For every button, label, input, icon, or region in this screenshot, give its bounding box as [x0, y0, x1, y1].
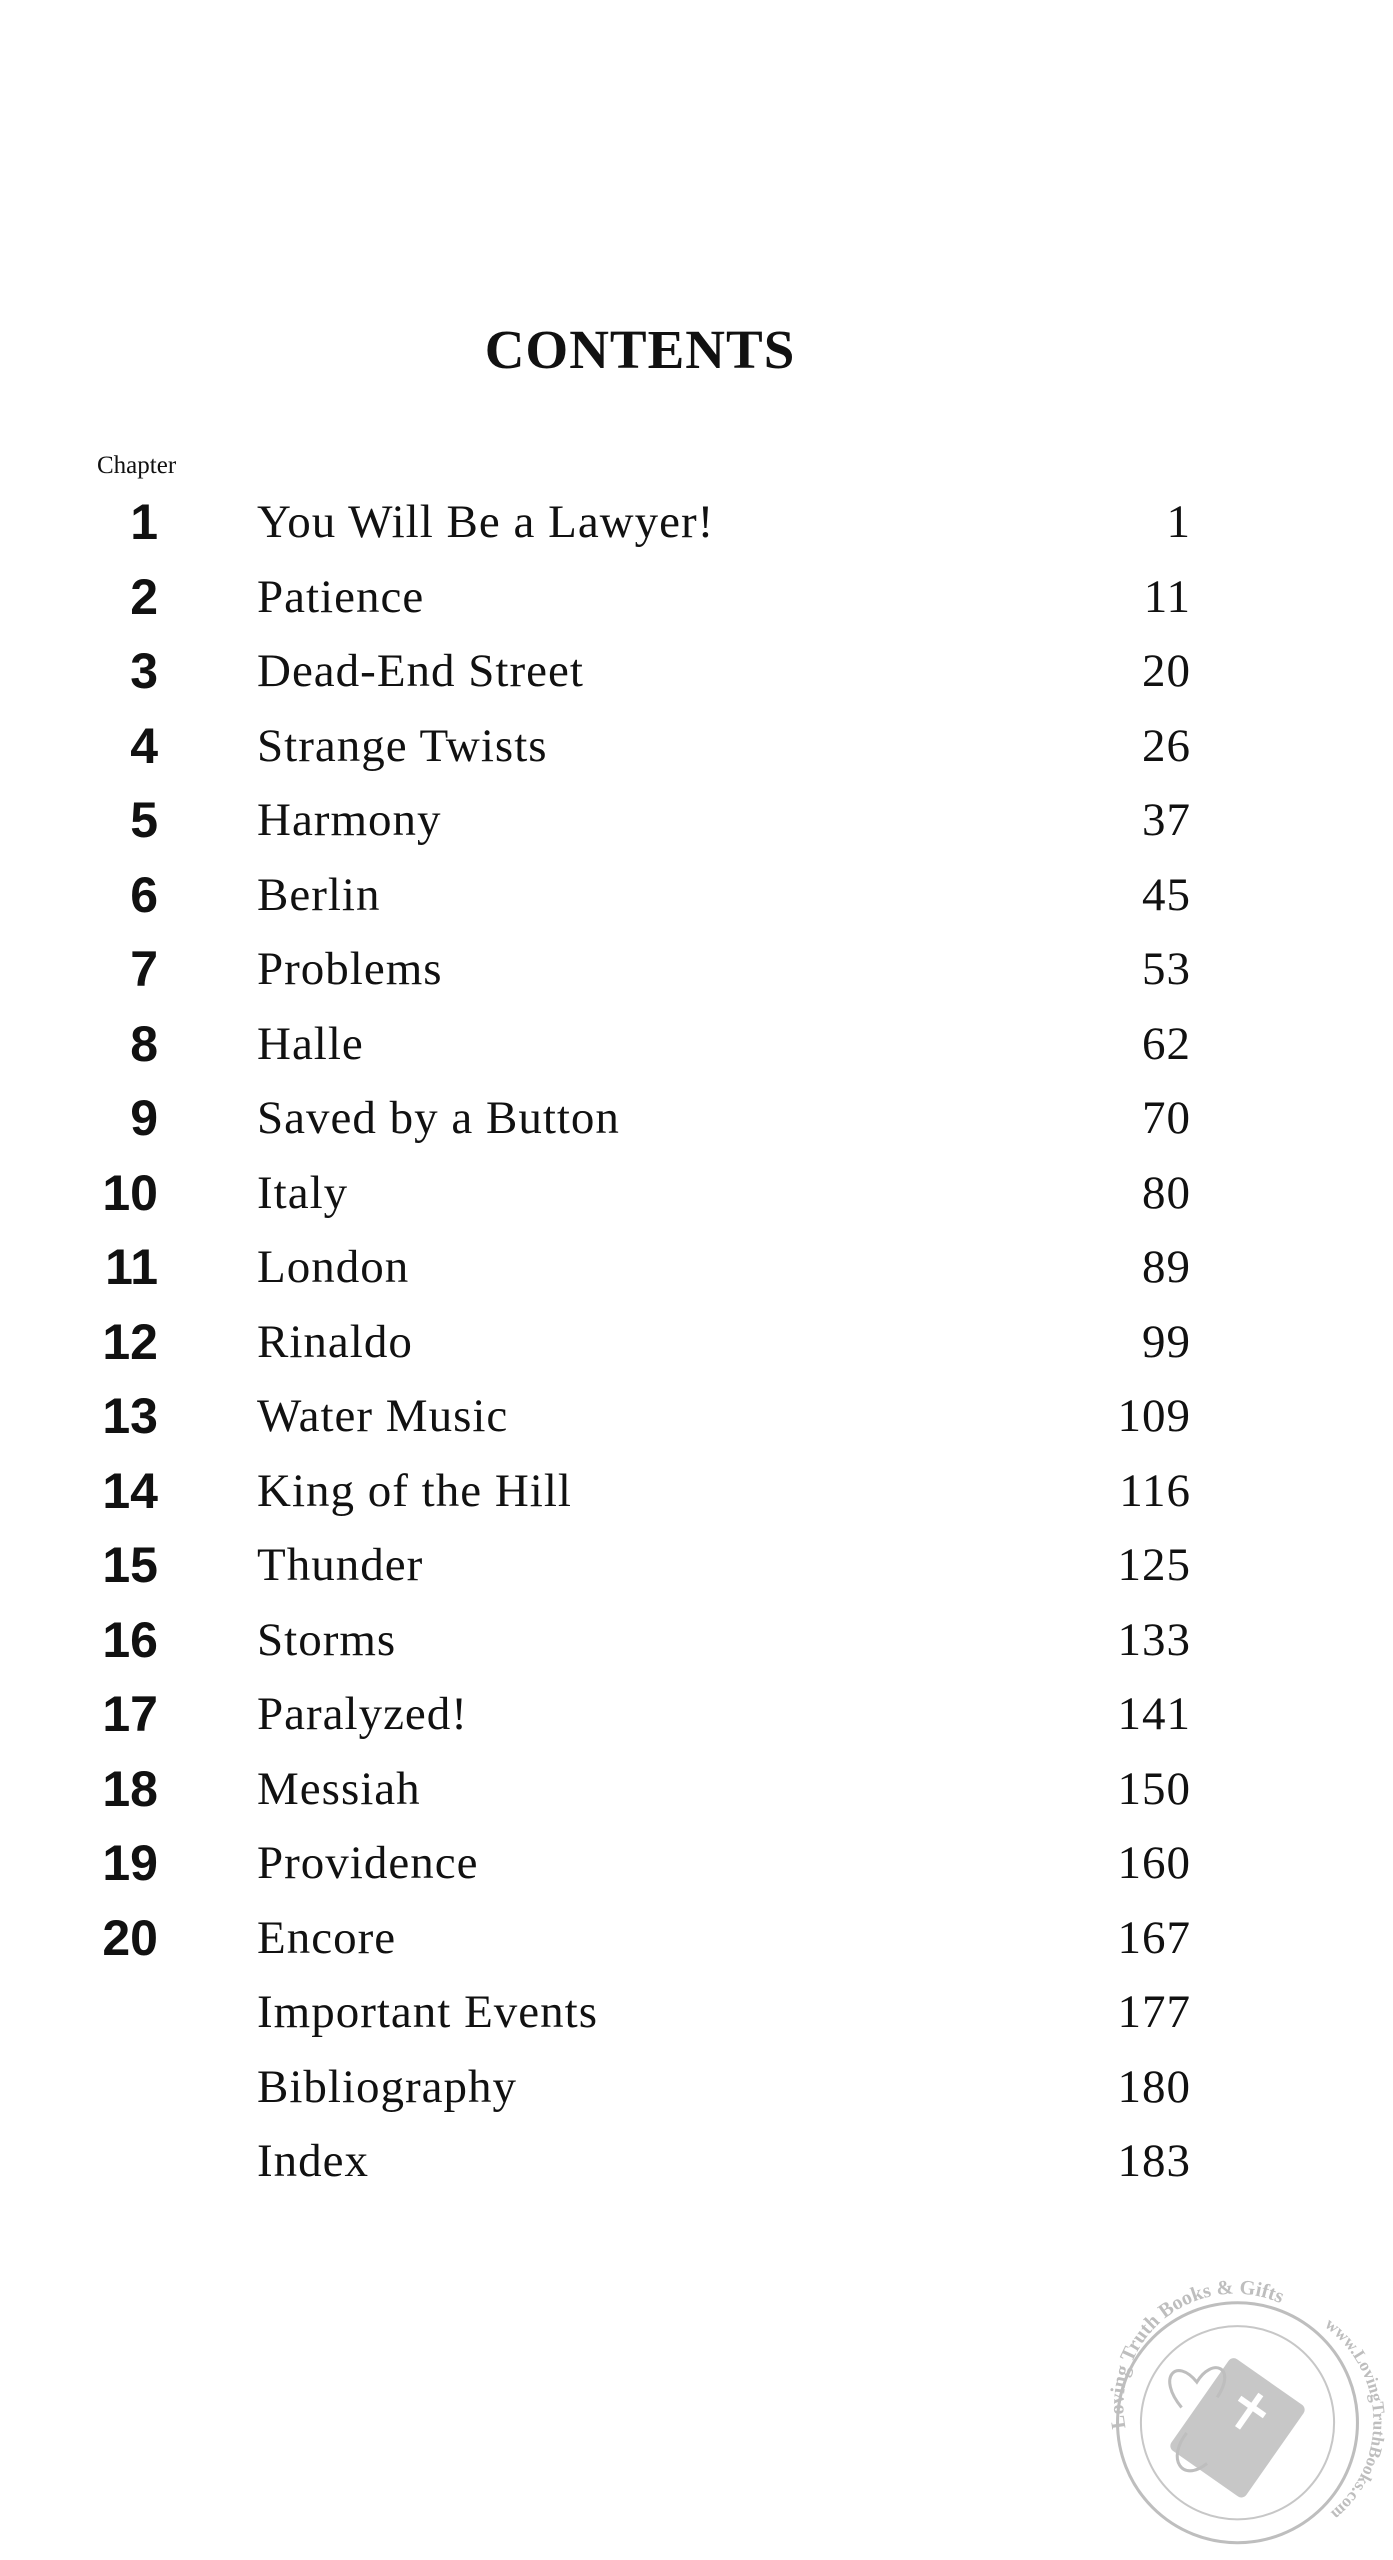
page-number: 37: [1142, 794, 1191, 846]
toc-row: [0, 563, 1393, 638]
page-number: 53: [1142, 943, 1191, 995]
chapter-title: Saved by a Button: [257, 1092, 620, 1144]
chapter-title: Problems: [257, 943, 443, 995]
chapter-number: 6: [130, 866, 158, 923]
toc-row: [0, 1755, 1393, 1830]
page-number: 80: [1142, 1166, 1191, 1219]
chapter-title: Water Music: [257, 1390, 509, 1442]
chapter-title: Harmony: [257, 794, 442, 846]
chapter-title: Italy: [257, 1166, 349, 1219]
toc-row: [0, 488, 1393, 563]
toc-row: [0, 861, 1393, 936]
chapter-number: 15: [102, 1537, 158, 1593]
page-number: 133: [1117, 1613, 1191, 1666]
chapter-title: Rinaldo: [257, 1315, 413, 1368]
page-number: 177: [1117, 1986, 1191, 2038]
page-number: 1: [1166, 496, 1191, 548]
chapter-title: Storms: [257, 1613, 397, 1666]
chapter-number: 20: [102, 1909, 158, 1966]
chapter-title: London: [257, 1241, 410, 1293]
chapter-number: 10: [102, 1164, 158, 1221]
toc-row: [0, 786, 1393, 861]
chapter-number: 8: [130, 1015, 158, 1072]
toc-row: [0, 1829, 1393, 1904]
chapter-title: You Will Be a Lawyer!: [257, 496, 715, 548]
page-number: 125: [1117, 1539, 1191, 1591]
chapter-number: 2: [130, 568, 158, 625]
chapter-title: Encore: [257, 1911, 397, 1964]
page-number: 26: [1142, 719, 1191, 772]
chapter-number: 11: [105, 1239, 158, 1295]
chapter-number: 12: [102, 1313, 158, 1370]
page-number: 11: [1143, 570, 1191, 623]
chapter-number: 16: [102, 1611, 158, 1668]
toc-row: [0, 935, 1393, 1010]
chapter-title: Important Events: [257, 1986, 599, 2038]
toc-row: [0, 1904, 1393, 1979]
chapter-title: King of the Hill: [257, 1464, 572, 1517]
chapter-title: Halle: [257, 1017, 364, 1070]
page-number: 62: [1142, 1017, 1191, 1070]
chapter-title: Strange Twists: [257, 719, 548, 772]
chapter-number: 4: [130, 717, 158, 774]
toc-row: [0, 712, 1393, 787]
toc-row: [0, 1457, 1393, 1532]
chapter-title: Paralyzed!: [257, 1688, 468, 1740]
chapter-number: 9: [130, 1090, 158, 1146]
chapter-number: 18: [102, 1760, 158, 1817]
page-number: 20: [1142, 645, 1191, 697]
chapter-title: Thunder: [257, 1539, 424, 1591]
page-number: 160: [1117, 1837, 1191, 1889]
page-number: 180: [1117, 2060, 1191, 2113]
page-number: 116: [1119, 1464, 1191, 1517]
watermark-text-side: www.LovingTruthBooks.com: [1321, 2314, 1389, 2524]
page-number: 70: [1142, 1092, 1191, 1144]
page-number: 167: [1117, 1911, 1191, 1964]
chapter-number: 19: [102, 1835, 158, 1891]
chapter-number: 3: [130, 643, 158, 699]
toc-row: [0, 637, 1393, 712]
toc-row: [0, 1382, 1393, 1457]
chapter-title: Berlin: [257, 868, 381, 921]
page-number: 150: [1117, 1762, 1191, 1815]
chapter-title: Messiah: [257, 1762, 421, 1815]
chapter-number: 7: [130, 941, 158, 997]
toc-row: [0, 1084, 1393, 1159]
chapter-number: 14: [102, 1462, 158, 1519]
page-number: 99: [1142, 1315, 1191, 1368]
toc-row: [0, 2053, 1393, 2128]
chapter-number: 13: [102, 1388, 158, 1444]
page-number: 183: [1117, 2135, 1191, 2187]
page-number: 89: [1142, 1241, 1191, 1293]
chapter-number: 5: [130, 792, 158, 848]
chapter-number: 17: [102, 1686, 158, 1742]
toc-row: [0, 2127, 1393, 2202]
toc-row: [0, 1978, 1393, 2053]
chapter-title: Index: [257, 2135, 370, 2187]
toc-row: [0, 1606, 1393, 1681]
chapter-title: Patience: [257, 570, 425, 623]
toc-row: [0, 1159, 1393, 1234]
chapter-column-label: Chapter: [97, 452, 177, 479]
table-of-contents: [0, 488, 1393, 2202]
toc-row: [0, 1531, 1393, 1606]
page-number: 141: [1117, 1688, 1191, 1740]
page-number: 45: [1142, 868, 1191, 921]
toc-row: [0, 1308, 1393, 1383]
toc-row: [0, 1680, 1393, 1755]
chapter-number: 1: [130, 494, 158, 550]
toc-row: [0, 1010, 1393, 1085]
page-number: 109: [1117, 1390, 1191, 1442]
watermark-seal-icon: [1085, 2255, 1390, 2560]
svg-text:www.LovingTruthBooks.com: [1321, 2314, 1388, 2524]
chapter-title: Providence: [257, 1837, 479, 1889]
chapter-title: Bibliography: [257, 2060, 518, 2113]
page-title: CONTENTS: [484, 319, 796, 380]
chapter-title: Dead-End Street: [257, 645, 584, 697]
toc-row: [0, 1233, 1393, 1308]
watermark-text-top: Loving Truth Books & Gifts: [1106, 2276, 1288, 2431]
